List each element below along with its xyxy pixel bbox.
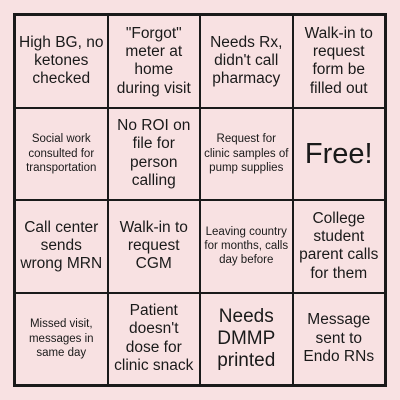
bingo-cell[interactable] (108, 108, 201, 201)
cell-text: College student parent calls for them (299, 209, 379, 282)
cell-text: High BG, no ketones checked (19, 33, 104, 88)
cell-text: Missed visit, messages in same day (28, 318, 94, 359)
free-space-label: Free! (304, 137, 373, 170)
bingo-cell[interactable] (108, 293, 201, 386)
cell-text: Needs DMMP printed (217, 305, 276, 371)
bingo-cell[interactable] (15, 15, 108, 108)
bingo-cell[interactable] (108, 200, 201, 293)
cell-text: "Forgot" meter at home during visit (116, 24, 191, 97)
bingo-cell[interactable] (293, 15, 386, 108)
cell-text: Needs Rx, didn't call pharmacy (210, 33, 283, 88)
bingo-cell[interactable] (15, 293, 108, 386)
cell-text: Patient doesn't dose for clinic snack (114, 302, 194, 375)
cell-text: Request for clinic samples of pump supplies (204, 133, 289, 174)
free-space-cell[interactable] (293, 108, 386, 201)
cell-text: Social work consulted for transportation (26, 133, 97, 174)
bingo-cell[interactable] (108, 15, 201, 108)
bingo-board (13, 13, 387, 387)
bingo-cell[interactable] (293, 293, 386, 386)
bingo-cell[interactable] (200, 108, 293, 201)
bingo-cell[interactable] (200, 293, 293, 386)
cell-text: Call center sends wrong MRN (20, 218, 103, 273)
bingo-cell[interactable] (200, 200, 293, 293)
bingo-cell[interactable] (293, 200, 386, 293)
cell-text: No ROI on file for person calling (117, 117, 191, 190)
cell-text: Leaving country for months, calls day before (204, 225, 289, 267)
bingo-cell[interactable] (15, 108, 108, 201)
bingo-cell[interactable] (200, 15, 293, 108)
cell-text: Walk-in to request form be filled out (304, 24, 373, 97)
bingo-cell[interactable] (15, 200, 108, 293)
cell-text: Message sent to Endo RNs (303, 311, 375, 365)
cell-text: Walk-in to request CGM (119, 218, 188, 273)
